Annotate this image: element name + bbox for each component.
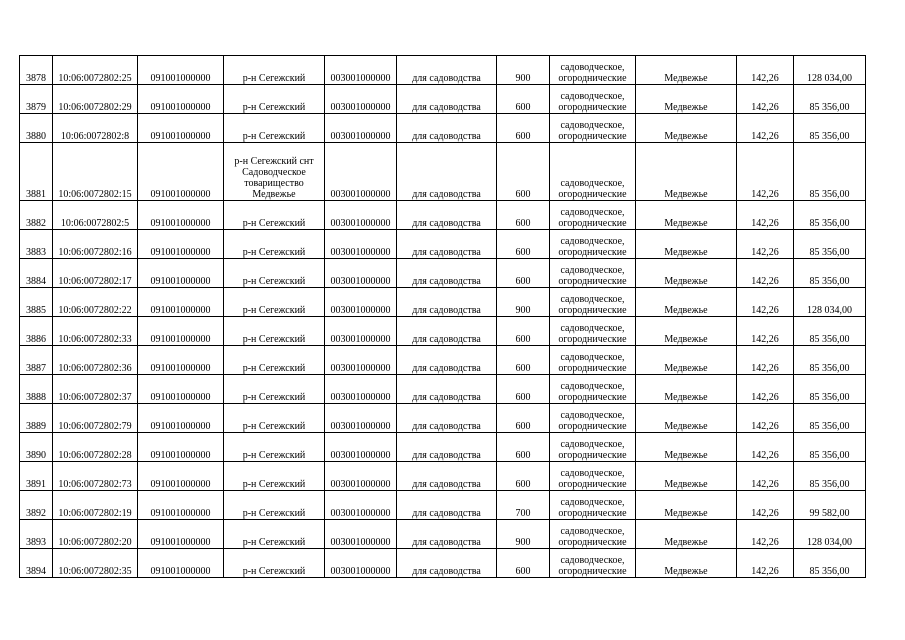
cell-row-number: 3879 — [20, 85, 53, 114]
cell-oktmo-code: 003001000000 — [325, 404, 397, 433]
cell-okato-code: 091001000000 — [138, 288, 224, 317]
cell-permitted-use: для садоводства — [397, 375, 497, 404]
cell-row-number: 3893 — [20, 520, 53, 549]
cell-oktmo-code: 003001000000 — [325, 259, 397, 288]
cell-okato-code: 091001000000 — [138, 462, 224, 491]
cell-purpose — [550, 259, 636, 288]
purpose-line: садоводческое, — [560, 468, 625, 479]
cell-cadastral-value: 85 356,00 — [794, 143, 866, 201]
cell-address — [224, 346, 325, 375]
purpose-line: огороднические — [558, 392, 627, 403]
cell-specific-value: 142,26 — [737, 230, 794, 259]
cell-address — [224, 230, 325, 259]
cell-area: 600 — [497, 375, 550, 404]
cell-locality: Медвежье — [636, 288, 737, 317]
cell-oktmo-code: 003001000000 — [325, 317, 397, 346]
purpose-line: огороднические — [558, 508, 627, 519]
table-row — [20, 433, 866, 462]
cell-locality: Медвежье — [636, 259, 737, 288]
cell-specific-value: 142,26 — [737, 56, 794, 85]
purpose-line: садоводческое, — [560, 294, 625, 305]
cell-oktmo-code: 003001000000 — [325, 375, 397, 404]
purpose-line: огороднические — [558, 566, 627, 577]
table-row — [20, 491, 866, 520]
cell-purpose — [550, 433, 636, 462]
cell-okato-code: 091001000000 — [138, 201, 224, 230]
cell-purpose — [550, 288, 636, 317]
cell-okato-code: 091001000000 — [138, 230, 224, 259]
address-line: р-н Сегежский — [242, 73, 306, 84]
cell-area: 600 — [497, 114, 550, 143]
table-row — [20, 201, 866, 230]
cell-address — [224, 462, 325, 491]
cell-cadastral-value: 85 356,00 — [794, 404, 866, 433]
cell-purpose — [550, 143, 636, 201]
cell-oktmo-code: 003001000000 — [325, 114, 397, 143]
land-plot-table — [19, 55, 866, 578]
cell-specific-value: 142,26 — [737, 143, 794, 201]
cell-locality: Медвежье — [636, 462, 737, 491]
table-row — [20, 230, 866, 259]
cell-locality: Медвежье — [636, 346, 737, 375]
cell-permitted-use: для садоводства — [397, 114, 497, 143]
table-row — [20, 462, 866, 491]
cell-row-number: 3894 — [20, 549, 53, 578]
cell-oktmo-code: 003001000000 — [325, 462, 397, 491]
cell-cadastral-number: 10:06:0072802:37 — [53, 375, 138, 404]
cell-address — [224, 404, 325, 433]
cell-area: 600 — [497, 462, 550, 491]
cell-row-number: 3884 — [20, 259, 53, 288]
purpose-line: садоводческое, — [560, 323, 625, 334]
cell-okato-code: 091001000000 — [138, 56, 224, 85]
cell-cadastral-number: 10:06:0072802:73 — [53, 462, 138, 491]
cell-locality: Медвежье — [636, 375, 737, 404]
cell-cadastral-number: 10:06:0072802:33 — [53, 317, 138, 346]
cell-cadastral-number: 10:06:0072802:20 — [53, 520, 138, 549]
purpose-line: садоводческое, — [560, 352, 625, 363]
cell-area: 600 — [497, 85, 550, 114]
cell-address — [224, 491, 325, 520]
cell-permitted-use: для садоводства — [397, 520, 497, 549]
table-row — [20, 288, 866, 317]
cell-okato-code: 091001000000 — [138, 114, 224, 143]
table-row — [20, 520, 866, 549]
cell-cadastral-number: 10:06:0072802:29 — [53, 85, 138, 114]
cell-oktmo-code: 003001000000 — [325, 549, 397, 578]
address-line: р-н Сегежский — [242, 479, 306, 490]
cell-okato-code: 091001000000 — [138, 404, 224, 433]
cell-permitted-use: для садоводства — [397, 317, 497, 346]
purpose-line: садоводческое, — [560, 120, 625, 131]
cell-specific-value: 142,26 — [737, 288, 794, 317]
address-line: р-н Сегежский — [242, 508, 306, 519]
cell-specific-value: 142,26 — [737, 375, 794, 404]
cell-oktmo-code: 003001000000 — [325, 433, 397, 462]
cell-specific-value: 142,26 — [737, 85, 794, 114]
purpose-line: садоводческое, — [560, 91, 625, 102]
address-line: Садоводческое — [242, 167, 306, 178]
cell-permitted-use: для садоводства — [397, 404, 497, 433]
cell-cadastral-value: 85 356,00 — [794, 114, 866, 143]
cell-cadastral-number: 10:06:0072802:17 — [53, 259, 138, 288]
cell-purpose — [550, 317, 636, 346]
cell-address — [224, 201, 325, 230]
purpose-line: огороднические — [558, 218, 627, 229]
purpose-line: огороднические — [558, 276, 627, 287]
cell-purpose — [550, 549, 636, 578]
cell-permitted-use: для садоводства — [397, 549, 497, 578]
cell-row-number: 3887 — [20, 346, 53, 375]
cell-okato-code: 091001000000 — [138, 317, 224, 346]
cell-purpose — [550, 85, 636, 114]
cell-address — [224, 317, 325, 346]
cell-oktmo-code: 003001000000 — [325, 346, 397, 375]
cell-cadastral-value: 85 356,00 — [794, 549, 866, 578]
cell-specific-value: 142,26 — [737, 404, 794, 433]
cell-okato-code: 091001000000 — [138, 433, 224, 462]
cell-address — [224, 143, 325, 201]
cell-cadastral-number: 10:06:0072802:5 — [53, 201, 138, 230]
cell-row-number: 3885 — [20, 288, 53, 317]
cell-oktmo-code: 003001000000 — [325, 201, 397, 230]
cell-cadastral-number: 10:06:0072802:8 — [53, 114, 138, 143]
cell-address — [224, 259, 325, 288]
address-line: р-н Сегежский — [242, 566, 306, 577]
purpose-line: огороднические — [558, 537, 627, 548]
cell-permitted-use: для садоводства — [397, 491, 497, 520]
cell-area: 600 — [497, 259, 550, 288]
address-line: Медвежье — [252, 189, 296, 200]
cell-permitted-use: для садоводства — [397, 201, 497, 230]
cell-permitted-use: для садоводства — [397, 462, 497, 491]
cell-permitted-use: для садоводства — [397, 433, 497, 462]
address-line: р-н Сегежский — [242, 305, 306, 316]
purpose-line: огороднические — [558, 421, 627, 432]
cell-specific-value: 142,26 — [737, 433, 794, 462]
cell-locality: Медвежье — [636, 520, 737, 549]
cell-address — [224, 549, 325, 578]
cell-cadastral-number: 10:06:0072802:19 — [53, 491, 138, 520]
address-line: р-н Сегежский — [242, 537, 306, 548]
cell-cadastral-value: 85 356,00 — [794, 230, 866, 259]
cell-specific-value: 142,26 — [737, 346, 794, 375]
cell-oktmo-code: 003001000000 — [325, 288, 397, 317]
cell-permitted-use: для садоводства — [397, 259, 497, 288]
cell-locality: Медвежье — [636, 201, 737, 230]
cell-cadastral-value: 85 356,00 — [794, 433, 866, 462]
cell-purpose — [550, 462, 636, 491]
cell-locality: Медвежье — [636, 230, 737, 259]
cell-specific-value: 142,26 — [737, 549, 794, 578]
cell-purpose — [550, 404, 636, 433]
cell-address — [224, 114, 325, 143]
cell-permitted-use: для садоводства — [397, 230, 497, 259]
cell-okato-code: 091001000000 — [138, 375, 224, 404]
purpose-line: огороднические — [558, 305, 627, 316]
cell-permitted-use: для садоводства — [397, 288, 497, 317]
cell-address — [224, 85, 325, 114]
cell-specific-value: 142,26 — [737, 259, 794, 288]
cell-purpose — [550, 491, 636, 520]
cell-oktmo-code: 003001000000 — [325, 143, 397, 201]
cell-specific-value: 142,26 — [737, 317, 794, 346]
cell-area: 600 — [497, 549, 550, 578]
cell-cadastral-value: 85 356,00 — [794, 85, 866, 114]
cell-address — [224, 520, 325, 549]
cell-locality: Медвежье — [636, 549, 737, 578]
cell-cadastral-number: 10:06:0072802:15 — [53, 143, 138, 201]
table-row — [20, 549, 866, 578]
table-row — [20, 259, 866, 288]
address-line: р-н Сегежский — [242, 131, 306, 142]
purpose-line: садоводческое, — [560, 265, 625, 276]
cell-locality: Медвежье — [636, 404, 737, 433]
cell-purpose — [550, 201, 636, 230]
purpose-line: садоводческое, — [560, 236, 625, 247]
cell-row-number: 3882 — [20, 201, 53, 230]
cell-purpose — [550, 230, 636, 259]
cell-cadastral-number: 10:06:0072802:36 — [53, 346, 138, 375]
cell-area: 600 — [497, 404, 550, 433]
cell-cadastral-value: 128 034,00 — [794, 56, 866, 85]
address-line: р-н Сегежский — [242, 102, 306, 113]
purpose-line: садоводческое, — [560, 497, 625, 508]
cell-permitted-use: для садоводства — [397, 346, 497, 375]
cell-cadastral-number: 10:06:0072802:25 — [53, 56, 138, 85]
cell-row-number: 3889 — [20, 404, 53, 433]
cell-address — [224, 433, 325, 462]
cell-area: 600 — [497, 433, 550, 462]
cell-area: 600 — [497, 317, 550, 346]
cell-purpose — [550, 375, 636, 404]
address-line: товарищество — [244, 178, 304, 189]
cell-row-number: 3886 — [20, 317, 53, 346]
cell-address — [224, 56, 325, 85]
purpose-line: огороднические — [558, 73, 627, 84]
cell-oktmo-code: 003001000000 — [325, 56, 397, 85]
cell-oktmo-code: 003001000000 — [325, 230, 397, 259]
cell-okato-code: 091001000000 — [138, 259, 224, 288]
purpose-line: садоводческое, — [560, 62, 625, 73]
cell-row-number: 3890 — [20, 433, 53, 462]
purpose-line: огороднические — [558, 102, 627, 113]
cell-cadastral-value: 99 582,00 — [794, 491, 866, 520]
cell-area: 600 — [497, 346, 550, 375]
cell-locality: Медвежье — [636, 491, 737, 520]
purpose-line: садоводческое, — [560, 526, 625, 537]
purpose-line: огороднические — [558, 131, 627, 142]
cell-row-number: 3892 — [20, 491, 53, 520]
cell-cadastral-value: 85 356,00 — [794, 346, 866, 375]
cell-permitted-use: для садоводства — [397, 143, 497, 201]
table-row — [20, 143, 866, 201]
cell-cadastral-number: 10:06:0072802:79 — [53, 404, 138, 433]
cell-cadastral-value: 85 356,00 — [794, 375, 866, 404]
address-line: р-н Сегежский снт — [234, 156, 314, 167]
cell-specific-value: 142,26 — [737, 462, 794, 491]
cell-oktmo-code: 003001000000 — [325, 85, 397, 114]
cell-oktmo-code: 003001000000 — [325, 491, 397, 520]
address-line: р-н Сегежский — [242, 363, 306, 374]
table-row — [20, 375, 866, 404]
cell-cadastral-number: 10:06:0072802:28 — [53, 433, 138, 462]
cell-okato-code: 091001000000 — [138, 346, 224, 375]
table-body — [20, 56, 866, 578]
cell-purpose — [550, 346, 636, 375]
cell-purpose — [550, 114, 636, 143]
cell-area: 900 — [497, 520, 550, 549]
purpose-line: садоводческое, — [560, 439, 625, 450]
cell-cadastral-value: 85 356,00 — [794, 462, 866, 491]
purpose-line: огороднические — [558, 450, 627, 461]
address-line: р-н Сегежский — [242, 276, 306, 287]
cell-row-number: 3878 — [20, 56, 53, 85]
purpose-line: садоводческое, — [560, 410, 625, 421]
cell-cadastral-value: 85 356,00 — [794, 201, 866, 230]
cell-row-number: 3888 — [20, 375, 53, 404]
cell-okato-code: 091001000000 — [138, 85, 224, 114]
cell-cadastral-value: 128 034,00 — [794, 520, 866, 549]
cell-row-number: 3881 — [20, 143, 53, 201]
purpose-line: огороднические — [558, 189, 627, 200]
cell-row-number: 3880 — [20, 114, 53, 143]
address-line: р-н Сегежский — [242, 450, 306, 461]
cell-permitted-use: для садоводства — [397, 56, 497, 85]
cell-purpose — [550, 520, 636, 549]
cell-cadastral-number: 10:06:0072802:35 — [53, 549, 138, 578]
purpose-line: садоводческое, — [560, 178, 625, 189]
cell-okato-code: 091001000000 — [138, 549, 224, 578]
cell-locality: Медвежье — [636, 143, 737, 201]
cell-oktmo-code: 003001000000 — [325, 520, 397, 549]
cell-specific-value: 142,26 — [737, 201, 794, 230]
address-line: р-н Сегежский — [242, 247, 306, 258]
cell-area: 600 — [497, 201, 550, 230]
cell-row-number: 3891 — [20, 462, 53, 491]
cell-cadastral-number: 10:06:0072802:16 — [53, 230, 138, 259]
cell-locality: Медвежье — [636, 56, 737, 85]
cell-cadastral-value: 128 034,00 — [794, 288, 866, 317]
cell-okato-code: 091001000000 — [138, 520, 224, 549]
table-row — [20, 56, 866, 85]
cell-locality: Медвежье — [636, 317, 737, 346]
cell-specific-value: 142,26 — [737, 520, 794, 549]
table-row — [20, 346, 866, 375]
cell-locality: Медвежье — [636, 85, 737, 114]
cell-row-number: 3883 — [20, 230, 53, 259]
purpose-line: садоводческое, — [560, 207, 625, 218]
table-row — [20, 404, 866, 433]
cell-cadastral-value: 85 356,00 — [794, 317, 866, 346]
cell-address — [224, 288, 325, 317]
cell-purpose — [550, 56, 636, 85]
table-row — [20, 85, 866, 114]
cell-address — [224, 375, 325, 404]
table-row — [20, 317, 866, 346]
address-line: р-н Сегежский — [242, 334, 306, 345]
purpose-line: огороднические — [558, 479, 627, 490]
cell-cadastral-value: 85 356,00 — [794, 259, 866, 288]
purpose-line: садоводческое, — [560, 555, 625, 566]
purpose-line: огороднические — [558, 363, 627, 374]
purpose-line: огороднические — [558, 247, 627, 258]
cell-area: 600 — [497, 143, 550, 201]
purpose-line: огороднические — [558, 334, 627, 345]
purpose-line: садоводческое, — [560, 381, 625, 392]
cell-area: 900 — [497, 288, 550, 317]
cell-specific-value: 142,26 — [737, 491, 794, 520]
table-row — [20, 114, 866, 143]
cell-permitted-use: для садоводства — [397, 85, 497, 114]
address-line: р-н Сегежский — [242, 392, 306, 403]
cell-cadastral-number: 10:06:0072802:22 — [53, 288, 138, 317]
cell-area: 700 — [497, 491, 550, 520]
cell-okato-code: 091001000000 — [138, 491, 224, 520]
address-line: р-н Сегежский — [242, 218, 306, 229]
cell-area: 600 — [497, 230, 550, 259]
cell-okato-code: 091001000000 — [138, 143, 224, 201]
cell-specific-value: 142,26 — [737, 114, 794, 143]
cell-locality: Медвежье — [636, 433, 737, 462]
cell-area: 900 — [497, 56, 550, 85]
cell-locality: Медвежье — [636, 114, 737, 143]
address-line: р-н Сегежский — [242, 421, 306, 432]
